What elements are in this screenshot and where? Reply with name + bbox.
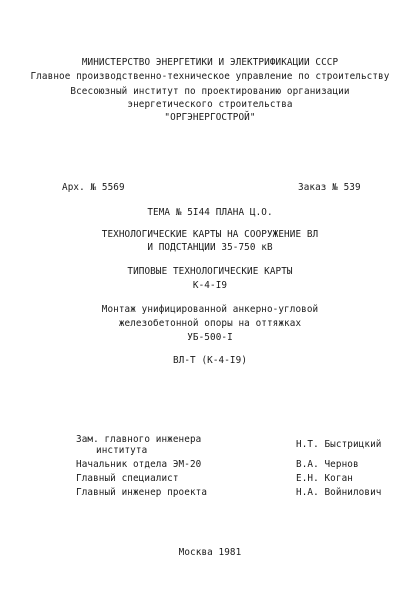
signature-name: Н.А. Войнилович <box>296 487 382 498</box>
card-code: К-4-I9 <box>192 280 228 291</box>
description-line-3: УБ-500-I <box>187 332 233 343</box>
signature-position: Главный специалист <box>76 473 179 484</box>
signature-name: Е.Н. Коган <box>296 473 353 484</box>
signature-position: Зам. главного инженера <box>76 434 202 445</box>
subtitle: ТИПОВЫЕ ТЕХНОЛОГИЧЕСКИЕ КАРТЫ <box>127 266 293 277</box>
ministry-title: МИНИСТЕРСТВО ЭНЕРГЕТИКИ И ЭЛЕКТРИФИКАЦИИ СССР <box>81 57 339 68</box>
signature-position: Главный инженер проекта <box>76 487 208 498</box>
signature-position: Начальник отдела ЭМ-20 <box>76 459 202 470</box>
institute-line-1: Всесоюзный институт по проектированию организации <box>70 86 350 97</box>
signature-name: Н.Т. Быстрицкий <box>296 439 382 450</box>
description-line-2: железобетонной опоры на оттяжках <box>118 318 302 329</box>
main-title-line-2: И ПОДСТАНЦИИ 35-750 кВ <box>147 242 273 253</box>
order-number: Заказ № 539 <box>298 182 361 193</box>
main-title-line-1: ТЕХНОЛОГИЧЕСКИЕ КАРТЫ НА СООРУЖЕНИЕ ВЛ <box>101 229 319 240</box>
institute-name: "ОРГЭНЕРГОСТРОЙ" <box>164 112 256 123</box>
place-and-year: Москва 1981 <box>178 547 242 558</box>
directorate-title: Главное производственно-техническое управление по строительству <box>30 71 390 82</box>
description-line-1: Монтаж унифицированной анкерно-угловой <box>101 304 319 315</box>
archive-number: Арх. № 5569 <box>62 182 125 193</box>
institute-line-2: энергетического строительства <box>127 99 293 110</box>
signature-position-line-2: института <box>96 445 148 456</box>
theme-line: ТЕМА № 5I44 ПЛАНА Ц.О. <box>147 207 273 218</box>
document-code: ВЛ-Т (К-4-I9) <box>172 355 248 366</box>
signature-name: В.А. Чернов <box>296 459 359 470</box>
